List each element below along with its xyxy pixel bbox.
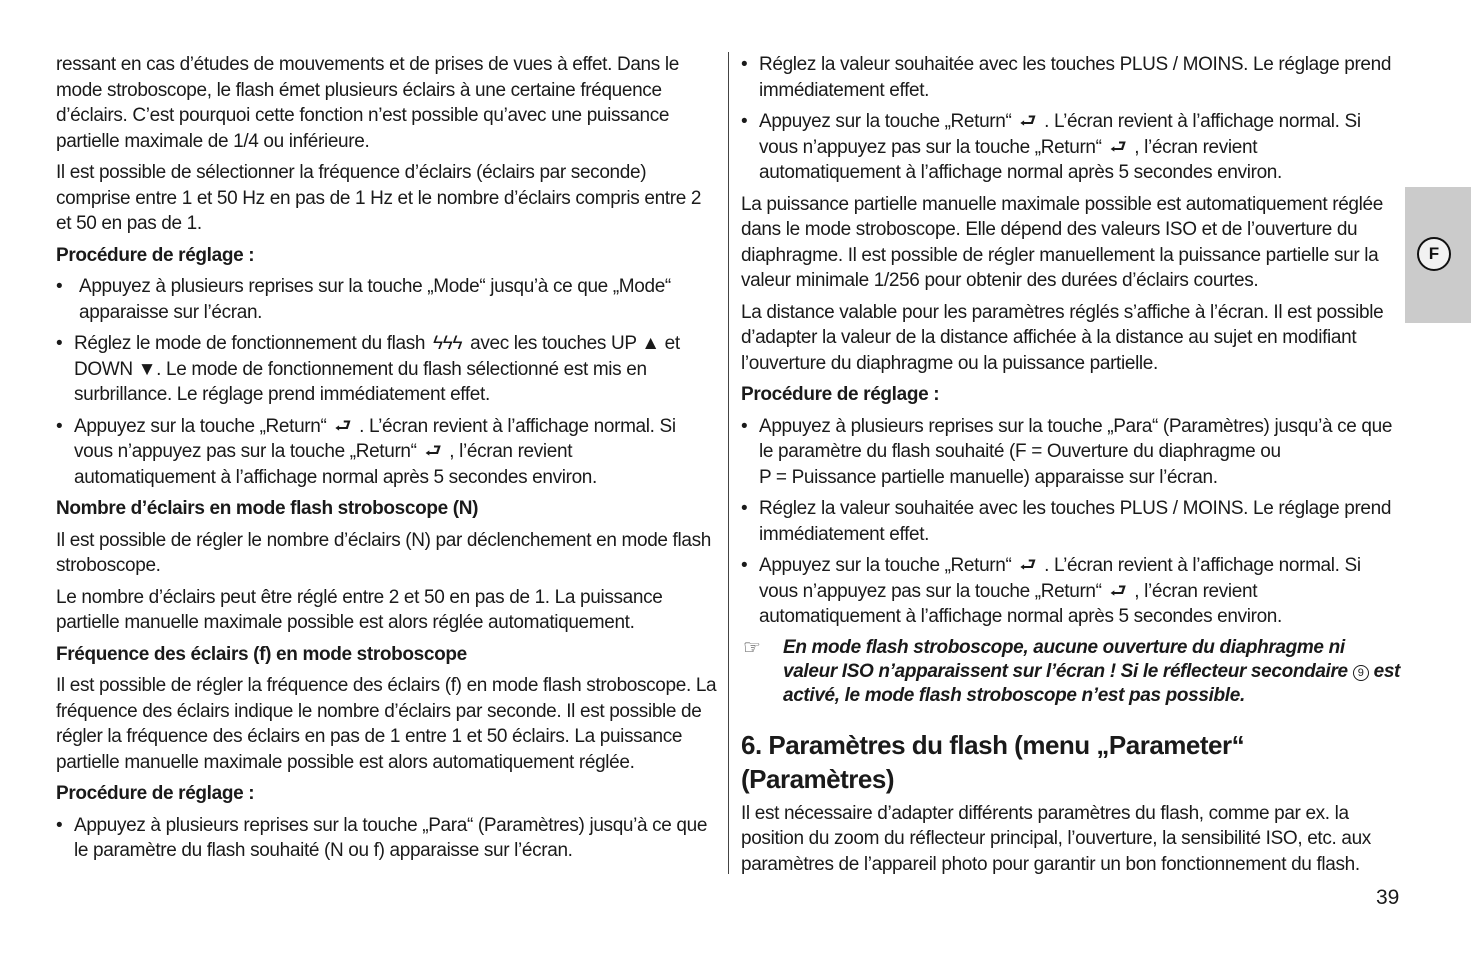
max-power-paragraph: La puissance partielle manuelle maximale possible est automatiquement réglée dans le mode stroboscope. Elle dépend des valeurs ISO et de l’ouverture du diaphragme. Il est possible de régler manuellement la puissance partielle sur la valeur minimale 1/256 pour obtenir des durées d’éclairs courtes. bbox=[741, 193, 1383, 291]
bullet-dot: • bbox=[741, 54, 748, 75]
frequency-range-paragraph: Il est possible de sélectionner la fréquence d’éclairs (éclairs par seconde) comprise entre 1 et 50 Hz en pas de 1 Hz et le nombre d’éclairs compris entre 2 et 50 en pas de 1. bbox=[56, 162, 702, 234]
procedure-heading: Procédure de réglage : bbox=[56, 783, 255, 804]
procedure-heading: Procédure de réglage : bbox=[56, 244, 255, 266]
note-text: En mode flash stroboscope, aucune ouverture du diaphragme ni valeur ISO n’apparaissent sur l’écran ! Si le réflecteur secondaire bbox=[783, 636, 1348, 682]
list-item bbox=[741, 109, 1401, 186]
list-item-text: , l’écran revient automatiquement à l’affichage normal après 5 secondes environ. bbox=[759, 136, 1282, 183]
intro-paragraph: ressant en cas d’études de mouvements et de prises de vues à effet. Dans le mode stroboscope, le flash émet plusieurs éclairs à une certaine fréquence d’éclairs. C’est pourquoi cette fonction n’est possible qu’avec une puissance partielle maximale de 1/4 ou inférieure. bbox=[56, 54, 679, 152]
flash-count-range-paragraph: Le nombre d’éclairs peut être réglé entre 2 et 50 en pas de 1. La puissance partielle manuelle maximale possible est alors réglée automatiquement. bbox=[56, 586, 663, 633]
right-column bbox=[741, 52, 1401, 883]
list-item bbox=[56, 274, 718, 325]
list-item-text: Appuyez à plusieurs reprises sur la touche „Mode“ jusqu’à ce que „Mode“ apparaisse sur l’écran. bbox=[79, 276, 671, 323]
return-arrow-icon: ⮐ bbox=[1019, 555, 1037, 576]
bullet-dot: • bbox=[56, 276, 63, 297]
return-arrow-icon: ⮐ bbox=[1109, 580, 1127, 602]
bullet-dot: • bbox=[741, 555, 748, 576]
list-item bbox=[56, 813, 718, 864]
reflector-number-badge: 9 bbox=[1353, 665, 1369, 681]
return-arrow-icon: ⮐ bbox=[424, 441, 442, 462]
list-item-text: Réglez la valeur souhaitée avec les touches PLUS / MOINS. Le réglage prend immédiatement effet. bbox=[759, 498, 1392, 545]
list-item-text: Réglez le mode de fonctionnement du flash bbox=[74, 333, 426, 354]
list-item bbox=[741, 553, 1401, 630]
pointing-hand-icon: ☞ bbox=[743, 636, 761, 659]
language-tab bbox=[1405, 187, 1471, 323]
list-item bbox=[741, 496, 1401, 547]
list-item-text: Appuyez sur la touche „Return“ bbox=[759, 111, 1012, 132]
note-text: est activé, le mode flash stroboscope n’est pas possible. bbox=[783, 660, 1401, 706]
list-item bbox=[741, 414, 1401, 491]
list-item-text: Appuyez sur la touche „Return“ bbox=[759, 555, 1012, 576]
bullet-dot: • bbox=[56, 333, 63, 354]
flash-count-paragraph: Il est possible de régler le nombre d’éclairs (N) par déclenchement en mode flash stroboscope. bbox=[56, 529, 711, 576]
flash-count-heading: Nombre d’éclairs en mode flash stroboscope (N) bbox=[56, 498, 479, 519]
return-arrow-icon: ⮐ bbox=[1019, 111, 1037, 132]
section-title: 6. Paramètres du flash (menu „Parameter“ (Paramètres) bbox=[741, 729, 1245, 794]
bullet-dot: • bbox=[741, 498, 748, 519]
list-item-text: . L’écran revient à l’affichage normal. Si vous n’appuyez pas sur la touche „Return“ bbox=[759, 555, 1361, 602]
list-item-text: . L’écran revient à l’affichage normal. Si vous n’appuyez pas sur la touche „Return“ bbox=[74, 415, 676, 462]
list-item bbox=[56, 414, 718, 491]
list-item-text: Appuyez à plusieurs reprises sur la touche „Para“ (Paramètres) jusqu’à ce que le paramètre du flash souhaité (F = Ouverture du diaphragme ou bbox=[759, 415, 1393, 462]
list-item-text: P = Puissance partielle manuelle) apparaisse sur l’écran. bbox=[759, 466, 1218, 488]
list-item-text: . L’écran revient à l’affichage normal. Si vous n’appuyez pas sur la touche „Return“ bbox=[759, 111, 1361, 158]
frequency-paragraph: Il est possible de régler la fréquence des éclairs (f) en mode flash stroboscope. La fréquence des éclairs indique le nombre d’éclairs par seconde. Il est possible de régler la fréquence des éclairs en pas de 1 entre 1 et 50 éclairs. La puissance partielle manuelle maximale possible est alors automatiquement réglée. bbox=[56, 675, 717, 773]
list-item bbox=[741, 52, 1401, 103]
list-item-text: Réglez la valeur souhaitée avec les touches PLUS / MOINS. Le réglage prend immédiatement effet. bbox=[759, 54, 1392, 101]
return-arrow-icon: ⮐ bbox=[334, 415, 352, 437]
list-item bbox=[56, 331, 718, 408]
bullet-dot: • bbox=[56, 814, 63, 836]
bullet-dot: • bbox=[741, 415, 748, 437]
language-tab-label: F bbox=[1417, 237, 1451, 271]
bullet-dot: • bbox=[56, 415, 63, 437]
list-item-text: Appuyez sur la touche „Return“ bbox=[74, 415, 327, 437]
strobe-flash-icon: ϟϟϟ bbox=[433, 333, 463, 354]
column-divider bbox=[728, 52, 729, 874]
frequency-heading: Fréquence des éclairs (f) en mode stroboscope bbox=[56, 643, 467, 665]
parameters-paragraph: Il est nécessaire d’adapter différents paramètres du flash, comme par ex. la position du zoom du réflecteur principal, l’ouverture, la sensibilité ISO, etc. aux paramètres de l’appareil photo pour garantir un bon fonctionnement du flash. bbox=[741, 802, 1371, 875]
note-block bbox=[741, 636, 1401, 708]
return-arrow-icon: ⮐ bbox=[1109, 136, 1127, 158]
procedure-heading: Procédure de réglage : bbox=[741, 384, 940, 405]
bullet-dot: • bbox=[741, 111, 748, 132]
left-column bbox=[56, 52, 718, 870]
list-item-text: , l’écran revient automatiquement à l’affichage normal après 5 secondes environ. bbox=[759, 580, 1282, 627]
list-item-text: , l’écran revient automatiquement à l’affichage normal après 5 secondes environ. bbox=[74, 441, 597, 488]
distance-paragraph: La distance valable pour les paramètres réglés s’affiche à l’écran. Il est possible d’adapter la valeur de la distance affichée à la distance au sujet en modifiant l’ouverture du diaphragme ou la puissance partielle. bbox=[741, 301, 1384, 374]
page-number: 39 bbox=[1376, 886, 1400, 909]
list-item-text: avec les touches UP ▲ et DOWN ▼. Le mode de fonctionnement du flash sélectionné est mis en surbrillance. Le réglage prend immédiatement effet. bbox=[74, 333, 680, 405]
list-item-text: Appuyez à plusieurs reprises sur la touche „Para“ (Paramètres) jusqu’à ce que le paramètre du flash souhaité (N ou f) apparaisse sur l’écran. bbox=[74, 814, 708, 861]
